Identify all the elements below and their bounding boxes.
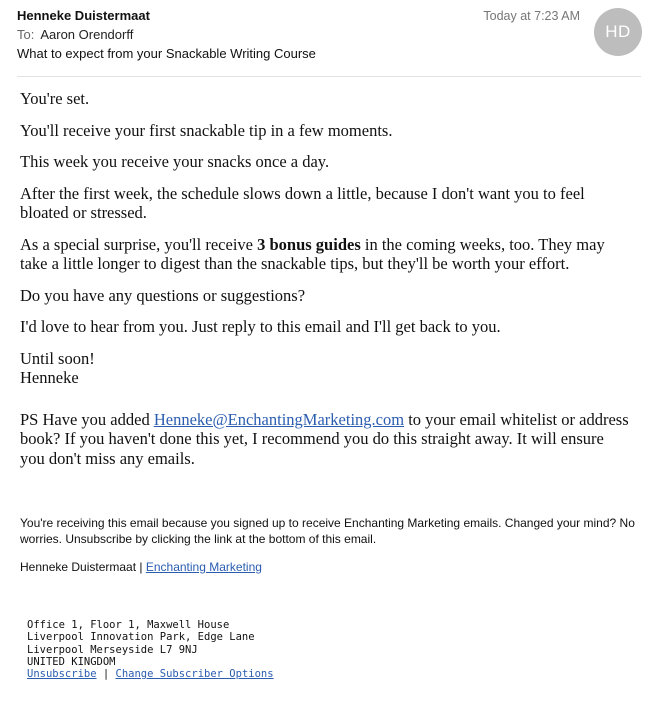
- recipient-name[interactable]: Aaron Orendorff: [40, 27, 134, 42]
- mailing-address: [27, 619, 274, 680]
- body-paragraph: I'd love to hear from you. Just reply to this email and I'll get back to you.: [20, 317, 501, 336]
- email-timestamp: Today at 7:23 AM: [483, 9, 580, 23]
- address-line: Liverpool Merseyside L7 9NJ: [27, 643, 198, 656]
- ps-paragraph: [20, 410, 630, 469]
- body-paragraph: You'll receive your first snackable tip in a few moments.: [20, 120, 393, 140]
- greeting-paragraph: You're set.: [20, 89, 90, 108]
- subscription-notice: [20, 516, 635, 547]
- email-header: [0, 0, 650, 78]
- notice-text: You're receiving this email because you signed up to receive Enchanting Marketing emails. Changed your mind? No worries. Unsubscribe by clicking the link at the bottom of this email.: [20, 516, 635, 546]
- bonus-text-before: As a special surprise, you'll receive: [20, 234, 258, 254]
- signoff-line: Until soon!: [20, 348, 95, 368]
- recipient-line: [17, 27, 133, 42]
- address-line: UNITED KINGDOM: [27, 655, 116, 668]
- signoff-name: Henneke: [20, 368, 79, 387]
- email-subject: What to expect from your Snackable Writing Course: [17, 46, 316, 61]
- body-paragraph: Do you have any questions or suggestions?: [20, 285, 306, 305]
- footer-signature: [20, 560, 635, 576]
- body-paragraph: After the first week, the schedule slows down a little, because I don't want you to feel bloated or stressed.: [20, 183, 585, 222]
- signature-separator: |: [136, 560, 146, 574]
- address-line: Liverpool Innovation Park, Edge Lane: [27, 631, 255, 644]
- change-subscriber-options-link[interactable]: Change Subscriber Options: [115, 668, 274, 681]
- sender-name: Henneke Duistermaat: [17, 8, 150, 23]
- address-line: Office 1, Floor 1, Maxwell House: [27, 619, 230, 631]
- bonus-paragraph: [20, 235, 630, 274]
- email-body: [20, 89, 630, 480]
- bonus-guides-bold: 3 bonus guides: [257, 234, 361, 254]
- ps-text-before: PS Have you added: [20, 409, 154, 429]
- sender-avatar: HD: [594, 8, 642, 56]
- signature-name: Henneke Duistermaat: [20, 560, 137, 574]
- ps-text-after: to your email whitelist or address book? If you haven't done this yet, I recommend you do this straight away. It will ensure you don't miss any emails.: [20, 409, 629, 468]
- bonus-text-after: in the coming weeks, too. They may take a little longer to digest than the snackable tips, but they'll be worth your effort.: [20, 234, 605, 273]
- enchanting-marketing-link[interactable]: Enchanting Marketing: [145, 560, 262, 574]
- header-divider: [17, 76, 641, 77]
- to-label: To:: [17, 27, 35, 42]
- footer-links: [27, 668, 274, 680]
- signoff: [20, 349, 630, 388]
- email-address-link[interactable]: Henneke@EnchantingMarketing.com: [153, 409, 405, 429]
- unsubscribe-link[interactable]: Unsubscribe: [27, 668, 97, 681]
- body-paragraph: This week you receive your snacks once a day.: [20, 152, 330, 171]
- links-separator: |: [96, 668, 116, 681]
